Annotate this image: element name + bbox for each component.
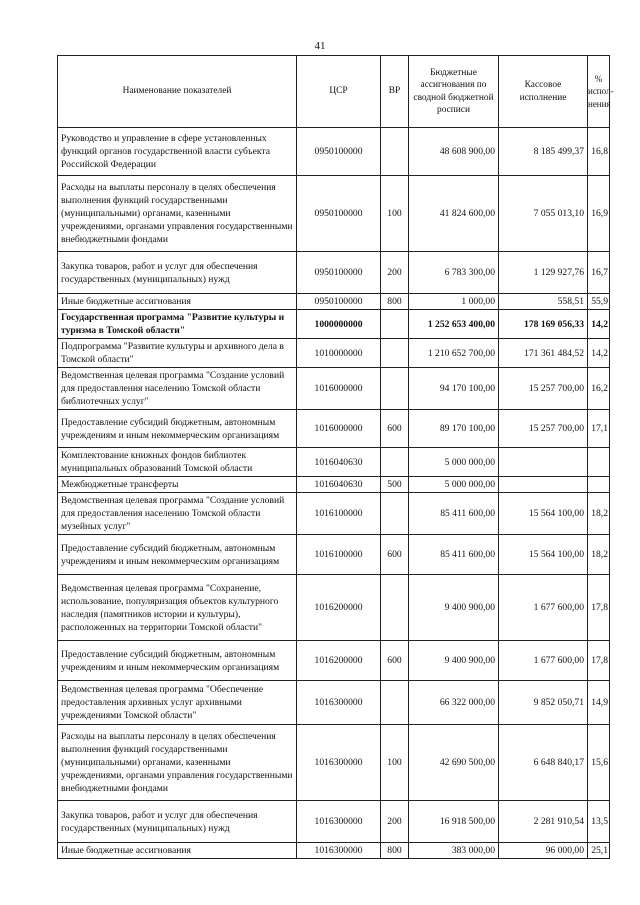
header-cash: Кассовое исполнение [499, 56, 588, 128]
row-budget-cell: 5 000 000,00 [409, 448, 499, 477]
header-csr: ЦСР [297, 56, 381, 128]
row-csr-cell: 1016300000 [297, 681, 381, 725]
row-cash-cell: 2 281 910,54 [499, 801, 588, 843]
row-pct-cell [588, 448, 610, 477]
row-vr-cell: 100 [381, 176, 409, 252]
row-cash-cell: 15 564 100,00 [499, 535, 588, 575]
table-row [58, 641, 610, 681]
row-csr-cell: 1016100000 [297, 493, 381, 535]
row-pct-cell: 14,2 [588, 310, 610, 339]
row-csr-cell: 1000000000 [297, 310, 381, 339]
row-name-cell: Руководство и управление в сфере установленных функций органов государственной власти субъекта Российской Федерации [58, 128, 297, 176]
row-csr-cell: 1016100000 [297, 535, 381, 575]
row-cash-cell: 1 677 600,00 [499, 641, 588, 681]
row-budget-cell: 48 608 900,00 [409, 128, 499, 176]
table-row [58, 535, 610, 575]
row-csr-cell: 0950100000 [297, 176, 381, 252]
header-name: Наименование показателей [58, 56, 297, 128]
row-csr-cell: 1010000000 [297, 339, 381, 368]
row-csr-cell: 1016300000 [297, 843, 381, 859]
row-budget-cell: 89 170 100,00 [409, 410, 499, 448]
table-row [58, 575, 610, 641]
row-name-cell: Закупка товаров, работ и услуг для обеспечения государственных (муниципальных) нужд [58, 252, 297, 294]
row-pct-cell: 17,8 [588, 641, 610, 681]
row-budget-cell: 42 690 500,00 [409, 725, 499, 801]
row-name-cell: Предоставление субсидий бюджетным, автономным учреждениям и иным некоммерческим организациям [58, 410, 297, 448]
row-vr-cell: 800 [381, 843, 409, 859]
row-name-cell: Закупка товаров, работ и услуг для обеспечения государственных (муниципальных) нужд [58, 801, 297, 843]
row-cash-cell [499, 448, 588, 477]
row-vr-cell: 800 [381, 294, 409, 310]
row-vr-cell: 600 [381, 535, 409, 575]
row-cash-cell: 171 361 484,52 [499, 339, 588, 368]
row-budget-cell: 85 411 600,00 [409, 493, 499, 535]
row-csr-cell: 1016200000 [297, 575, 381, 641]
table-body [58, 128, 610, 859]
row-budget-cell: 16 918 500,00 [409, 801, 499, 843]
table-row [58, 477, 610, 493]
row-pct-cell [588, 477, 610, 493]
row-vr-cell [381, 575, 409, 641]
row-csr-cell: 0950100000 [297, 252, 381, 294]
table-row [58, 339, 610, 368]
row-name-cell: Ведомственная целевая программа "Создание условий для предоставления населению Томской области музейных услуг" [58, 493, 297, 535]
table-header-row [58, 56, 610, 128]
row-vr-cell: 500 [381, 477, 409, 493]
header-vr: ВР [381, 56, 409, 128]
row-vr-cell [381, 368, 409, 410]
table-row [58, 681, 610, 725]
row-pct-cell: 13,5 [588, 801, 610, 843]
row-pct-cell: 14,2 [588, 339, 610, 368]
row-pct-cell: 16,9 [588, 176, 610, 252]
row-cash-cell: 558,51 [499, 294, 588, 310]
row-cash-cell: 178 169 056,33 [499, 310, 588, 339]
row-vr-cell: 200 [381, 252, 409, 294]
row-name-cell: Ведомственная целевая программа "Обеспечение предоставления архивных услуг архивными учреждениями Томской области" [58, 681, 297, 725]
row-budget-cell: 66 322 000,00 [409, 681, 499, 725]
row-cash-cell [499, 477, 588, 493]
table-row [58, 128, 610, 176]
row-pct-cell: 14,9 [588, 681, 610, 725]
table-row [58, 801, 610, 843]
row-pct-cell: 18,2 [588, 493, 610, 535]
row-csr-cell: 1016040630 [297, 448, 381, 477]
row-cash-cell: 8 185 499,37 [499, 128, 588, 176]
row-csr-cell: 1016000000 [297, 368, 381, 410]
row-vr-cell [381, 339, 409, 368]
table-row [58, 725, 610, 801]
row-pct-cell: 18,2 [588, 535, 610, 575]
row-name-cell: Ведомственная целевая программа "Сохранение, использование, популяризация объектов культурного наследия (памятников истории и культуры), расположенных на территории Томской области" [58, 575, 297, 641]
row-budget-cell: 9 400 900,00 [409, 641, 499, 681]
row-pct-cell: 55,9 [588, 294, 610, 310]
row-name-cell: Межбюджетные трансферты [58, 477, 297, 493]
row-vr-cell: 600 [381, 410, 409, 448]
row-csr-cell: 1016300000 [297, 801, 381, 843]
row-budget-cell: 94 170 100,00 [409, 368, 499, 410]
row-cash-cell: 96 000,00 [499, 843, 588, 859]
row-csr-cell: 1016300000 [297, 725, 381, 801]
row-vr-cell [381, 310, 409, 339]
row-vr-cell [381, 681, 409, 725]
budget-table [57, 55, 614, 859]
table-row [58, 252, 610, 294]
row-csr-cell: 1016000000 [297, 410, 381, 448]
row-name-cell: Иные бюджетные ассигнования [58, 294, 297, 310]
row-vr-cell: 600 [381, 641, 409, 681]
row-budget-cell: 1 000,00 [409, 294, 499, 310]
row-pct-cell: 16,7 [588, 252, 610, 294]
row-csr-cell: 0950100000 [297, 128, 381, 176]
row-name-cell: Комплектование книжных фондов библиотек муниципальных образований Томской области [58, 448, 297, 477]
row-cash-cell: 9 852 050,71 [499, 681, 588, 725]
table-row [58, 448, 610, 477]
row-name-cell: Подпрограмма "Развитие культуры и архивного дела в Томской области" [58, 339, 297, 368]
row-budget-cell: 6 783 300,00 [409, 252, 499, 294]
row-name-cell: Расходы на выплаты персоналу в целях обеспечения выполнения функций государственными (муниципальными) органами, казенными учреждениями, органами управления государственными внебюджетными фондами [58, 176, 297, 252]
table-row [58, 368, 610, 410]
header-pct: % испол-нения [588, 56, 610, 128]
row-budget-cell: 85 411 600,00 [409, 535, 499, 575]
table-row [58, 310, 610, 339]
table-row [58, 493, 610, 535]
row-vr-cell: 100 [381, 725, 409, 801]
row-name-cell: Предоставление субсидий бюджетным, автономным учреждениям и иным некоммерческим организациям [58, 535, 297, 575]
row-cash-cell: 15 257 700,00 [499, 368, 588, 410]
row-vr-cell: 200 [381, 801, 409, 843]
table-row [58, 294, 610, 310]
row-budget-cell: 5 000 000,00 [409, 477, 499, 493]
row-pct-cell: 17,8 [588, 575, 610, 641]
row-pct-cell: 15,6 [588, 725, 610, 801]
row-vr-cell [381, 493, 409, 535]
row-cash-cell: 15 257 700,00 [499, 410, 588, 448]
row-budget-cell: 1 252 653 400,00 [409, 310, 499, 339]
row-pct-cell: 17,1 [588, 410, 610, 448]
row-name-cell: Государственная программа "Развитие культуры и туризма в Томской области" [58, 310, 297, 339]
row-name-cell: Расходы на выплаты персоналу в целях обеспечения выполнения функций государственными (муниципальными) органами, казенными учреждениями, органами управления государственными внебюджетными фондами [58, 725, 297, 801]
row-cash-cell: 7 055 013,10 [499, 176, 588, 252]
page-number: 41 [314, 40, 326, 52]
row-vr-cell [381, 448, 409, 477]
row-csr-cell: 1016040630 [297, 477, 381, 493]
row-vr-cell [381, 128, 409, 176]
row-name-cell: Предоставление субсидий бюджетным, автономным учреждениям и иным некоммерческим организациям [58, 641, 297, 681]
table-row [58, 410, 610, 448]
row-budget-cell: 9 400 900,00 [409, 575, 499, 641]
row-csr-cell: 0950100000 [297, 294, 381, 310]
row-pct-cell: 16,8 [588, 128, 610, 176]
row-cash-cell: 1 129 927,76 [499, 252, 588, 294]
row-csr-cell: 1016200000 [297, 641, 381, 681]
row-pct-cell: 25,1 [588, 843, 610, 859]
table-row [58, 843, 610, 859]
row-budget-cell: 383 000,00 [409, 843, 499, 859]
row-cash-cell: 15 564 100,00 [499, 493, 588, 535]
row-pct-cell: 16,2 [588, 368, 610, 410]
row-cash-cell: 1 677 600,00 [499, 575, 588, 641]
row-budget-cell: 1 210 652 700,00 [409, 339, 499, 368]
header-budget: Бюджетные ассигнования по сводной бюджетной росписи [409, 56, 499, 128]
row-name-cell: Иные бюджетные ассигнования [58, 843, 297, 859]
row-cash-cell: 6 648 840,17 [499, 725, 588, 801]
row-budget-cell: 41 824 600,00 [409, 176, 499, 252]
row-name-cell: Ведомственная целевая программа "Создание условий для предоставления населению Томской области библиотечных услуг" [58, 368, 297, 410]
table-row [58, 176, 610, 252]
